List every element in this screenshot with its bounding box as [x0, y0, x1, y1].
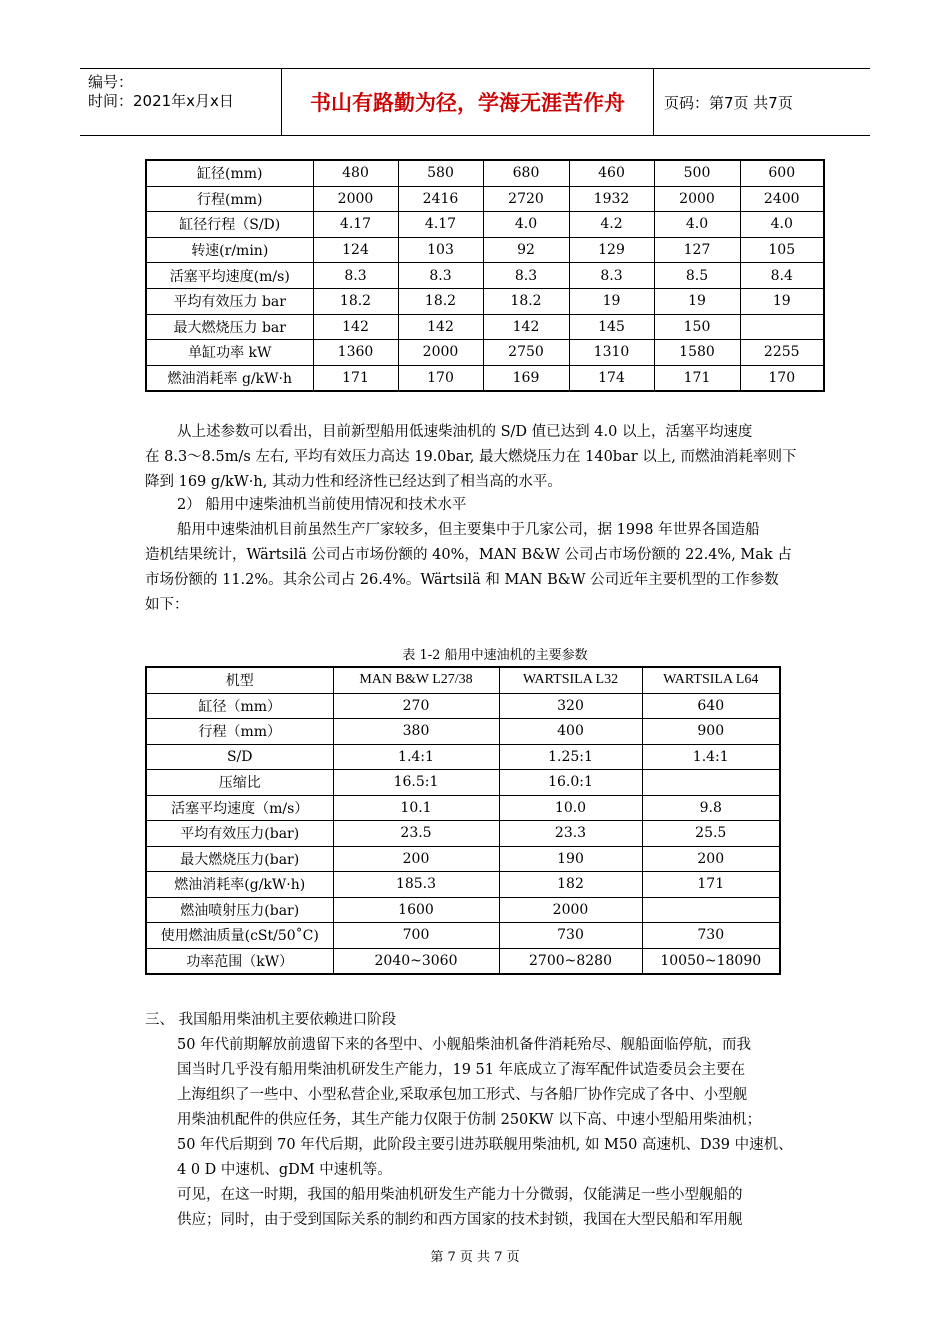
value-cell: 730 — [499, 923, 642, 949]
section-3-title: 三、 我国船用柴油机主要依赖进口阶段 — [145, 1012, 397, 1028]
table-row — [146, 237, 824, 263]
value-cell — [642, 770, 780, 796]
value-cell: 18.2 — [398, 288, 483, 314]
value-cell: 8.3 — [313, 263, 398, 289]
value-cell: 2000 — [313, 186, 398, 212]
table-row — [146, 212, 824, 238]
value-cell: 900 — [642, 719, 780, 745]
table-row — [146, 693, 780, 719]
value-cell: 8.4 — [740, 263, 824, 289]
table-row — [146, 288, 824, 314]
value-cell: 200 — [333, 846, 499, 872]
row-label-cell: 燃油喷射压力(bar) — [146, 897, 333, 923]
text-line: 船用中速柴油机目前虽然生产厂家较多，但主要集中于几家公司，据 1998 年世界各国造船 — [177, 522, 760, 538]
row-label-cell: 燃油消耗率 g/kW·h — [146, 365, 313, 391]
text-line: 在 8.3～8.5m/s 左右, 平均有效压力高达 19.0bar, 最大燃烧压力在 140bar 以上, 而燃油消耗率则下 — [145, 449, 797, 465]
section-heading-import — [145, 1008, 396, 1033]
text-line: 国当时几乎没有船用柴油机研发生产能力，19 51 年底成立了海军配件试造委员会主要在 — [177, 1062, 746, 1078]
table-row — [146, 263, 824, 289]
value-cell: 1360 — [313, 340, 398, 366]
table-row — [146, 314, 824, 340]
value-cell: 18.2 — [483, 288, 569, 314]
table-row — [146, 719, 780, 745]
value-cell: 2000 — [654, 186, 740, 212]
row-label-cell: 压缩比 — [146, 770, 333, 796]
value-cell: 124 — [313, 237, 398, 263]
value-cell: 460 — [569, 160, 654, 186]
value-cell: 9.8 — [642, 795, 780, 821]
value-cell: 190 — [499, 846, 642, 872]
value-cell: 150 — [654, 314, 740, 340]
value-cell: 2400 — [740, 186, 824, 212]
value-cell: 142 — [313, 314, 398, 340]
value-cell — [740, 314, 824, 340]
row-label-cell: 行程（mm） — [146, 719, 333, 745]
doc-number-label: 编号： — [88, 73, 134, 91]
value-cell: 1.4:1 — [333, 744, 499, 770]
value-cell: 19 — [740, 288, 824, 314]
value-cell: 16.5:1 — [333, 770, 499, 796]
row-label-cell: 单缸功率 kW — [146, 340, 313, 366]
table-row — [146, 795, 780, 821]
value-cell: 1.25:1 — [499, 744, 642, 770]
value-cell: 320 — [499, 693, 642, 719]
value-cell: 2750 — [483, 340, 569, 366]
value-cell: 23.5 — [333, 821, 499, 847]
value-cell: 2700~8280 — [499, 948, 642, 974]
value-cell: 174 — [569, 365, 654, 391]
value-cell: 2720 — [483, 186, 569, 212]
row-label-cell: S/D — [146, 744, 333, 770]
table-row — [146, 846, 780, 872]
value-cell: 1310 — [569, 340, 654, 366]
doc-time-label: 时间：2021年x月x日 — [88, 92, 234, 110]
value-cell: 640 — [642, 693, 780, 719]
value-cell: 185.3 — [333, 872, 499, 898]
text-line: 用柴油机配件的供应任务，其生产能力仅限于仿制 250KW 以下高、中速小型船用柴油机； — [177, 1112, 762, 1128]
value-cell: 10050~18090 — [642, 948, 780, 974]
value-cell: 1.4:1 — [642, 744, 780, 770]
row-label-cell: 缸径行程（S/D) — [146, 212, 313, 238]
column-header-cell: 机型 — [146, 667, 333, 693]
table-row — [146, 872, 780, 898]
value-cell: 182 — [499, 872, 642, 898]
table-row — [146, 365, 824, 391]
value-cell: 400 — [499, 719, 642, 745]
text-line: 50 年代后期到 70 年代后期，此阶段主要引进苏联舰用柴油机, 如 M50 高速机、D39 中速机、 — [177, 1137, 793, 1153]
row-label-cell: 功率范围（kW） — [146, 948, 333, 974]
value-cell: 4.17 — [398, 212, 483, 238]
value-cell: 600 — [740, 160, 824, 186]
column-header-cell: WARTSILA L32 — [499, 667, 642, 693]
value-cell: 580 — [398, 160, 483, 186]
value-cell: 16.0:1 — [499, 770, 642, 796]
value-cell: 19 — [654, 288, 740, 314]
text-line: 降到 169 g/kW·h, 其动力性和经济性已经达到了相当高的水平。 — [145, 474, 562, 490]
value-cell: 142 — [483, 314, 569, 340]
table-row — [146, 923, 780, 949]
value-cell: 170 — [740, 365, 824, 391]
row-label-cell: 最大燃烧压力 bar — [146, 314, 313, 340]
value-cell — [642, 897, 780, 923]
text-line: 从上述参数可以看出，目前新型船用低速柴油机的 S/D 值已达到 4.0 以上，活塞平均速度 — [177, 424, 753, 440]
text-line: 供应；同时，由于受到国际关系的制约和西方国家的技术封锁，我国在大型民船和军用舰 — [177, 1212, 743, 1228]
paragraph-import-stage — [177, 1033, 793, 1233]
value-cell: 200 — [642, 846, 780, 872]
value-cell: 4.0 — [483, 212, 569, 238]
row-label-cell: 缸径(mm) — [146, 160, 313, 186]
value-cell: 169 — [483, 365, 569, 391]
value-cell: 171 — [313, 365, 398, 391]
value-cell: 500 — [654, 160, 740, 186]
table-row — [146, 821, 780, 847]
row-label-cell: 缸径（mm） — [146, 693, 333, 719]
value-cell: 2000 — [499, 897, 642, 923]
value-cell: 1580 — [654, 340, 740, 366]
value-cell: 170 — [398, 365, 483, 391]
row-label-cell: 最大燃烧压力(bar) — [146, 846, 333, 872]
table-row — [146, 770, 780, 796]
value-cell: 2416 — [398, 186, 483, 212]
value-cell: 25.5 — [642, 821, 780, 847]
text-line: 如下： — [145, 597, 189, 613]
header-motto: 书山有路勤为径，学海无涯苦作舟 — [282, 69, 654, 135]
table-row — [146, 160, 824, 186]
table-row — [146, 340, 824, 366]
header-meta — [80, 69, 282, 135]
value-cell: 8.5 — [654, 263, 740, 289]
page-footer: 第 7 页 共 7 页 — [430, 1250, 520, 1265]
value-cell: 680 — [483, 160, 569, 186]
medium-speed-engine-table — [145, 666, 781, 975]
table-header-row — [146, 667, 780, 693]
value-cell: 380 — [333, 719, 499, 745]
value-cell: 8.3 — [569, 263, 654, 289]
row-label-cell: 活塞平均速度(m/s) — [146, 263, 313, 289]
value-cell: 8.3 — [398, 263, 483, 289]
row-label-cell: 燃油消耗率(g/kW·h) — [146, 872, 333, 898]
value-cell: 129 — [569, 237, 654, 263]
row-label-cell: 平均有效压力(bar) — [146, 821, 333, 847]
value-cell: 2000 — [398, 340, 483, 366]
paragraph-low-speed-summary — [145, 420, 796, 495]
section-heading-medium-speed — [177, 493, 466, 518]
value-cell: 2255 — [740, 340, 824, 366]
table-row — [146, 897, 780, 923]
value-cell: 4.0 — [654, 212, 740, 238]
row-label-cell: 平均有效压力 bar — [146, 288, 313, 314]
value-cell: 92 — [483, 237, 569, 263]
value-cell: 23.3 — [499, 821, 642, 847]
value-cell: 105 — [740, 237, 824, 263]
value-cell: 1600 — [333, 897, 499, 923]
text-line: 4 0 D 中速机、gDM 中速机等。 — [177, 1162, 392, 1178]
column-header-cell: WARTSILA L64 — [642, 667, 780, 693]
value-cell: 700 — [333, 923, 499, 949]
row-label-cell: 活塞平均速度（m/s） — [146, 795, 333, 821]
section-2-title: 2） 船用中速柴油机当前使用情况和技术水平 — [177, 497, 467, 513]
value-cell: 127 — [654, 237, 740, 263]
value-cell: 10.0 — [499, 795, 642, 821]
table-row — [146, 744, 780, 770]
header-page-info: 页码：第7页 共7页 — [664, 93, 793, 112]
table-row — [146, 948, 780, 974]
row-label-cell: 使用燃油质量(cSt/50˚C) — [146, 923, 333, 949]
row-label-cell: 行程(mm) — [146, 186, 313, 212]
text-line: 造机结果统计，Wärtsilä 公司占市场份额的 40%，MAN B&W 公司占市场份额的 22.4%, Mak 占 — [145, 547, 792, 563]
value-cell: 19 — [569, 288, 654, 314]
value-cell: 4.0 — [740, 212, 824, 238]
value-cell: 4.2 — [569, 212, 654, 238]
value-cell: 4.17 — [313, 212, 398, 238]
value-cell: 480 — [313, 160, 398, 186]
value-cell: 18.2 — [313, 288, 398, 314]
row-label-cell: 转速(r/min) — [146, 237, 313, 263]
value-cell: 171 — [654, 365, 740, 391]
text-line: 50 年代前期解放前遗留下来的各型中、小舰船柴油机备件消耗殆尽、舰船面临停航，而我 — [177, 1037, 752, 1053]
value-cell: 145 — [569, 314, 654, 340]
table-row — [146, 186, 824, 212]
low-speed-engine-table — [145, 159, 825, 392]
value-cell: 270 — [333, 693, 499, 719]
value-cell: 8.3 — [483, 263, 569, 289]
page-header — [80, 68, 870, 136]
paragraph-medium-speed — [145, 518, 792, 618]
table2-caption: 表 1-2 船用中速油机的主要参数 — [402, 648, 588, 663]
value-cell: 142 — [398, 314, 483, 340]
value-cell: 171 — [642, 872, 780, 898]
value-cell: 103 — [398, 237, 483, 263]
text-line: 上海组织了一些中、小型私营企业,采取承包加工形式、与各船厂协作完成了各中、小型舰 — [177, 1087, 748, 1103]
column-header-cell: MAN B&W L27/38 — [333, 667, 499, 693]
value-cell: 730 — [642, 923, 780, 949]
text-line: 市场份额的 11.2%。其余公司占 26.4%。Wärtsilä 和 MAN B&W 公司近年主要机型的工作参数 — [145, 572, 779, 588]
value-cell: 2040~3060 — [333, 948, 499, 974]
value-cell: 1932 — [569, 186, 654, 212]
value-cell: 10.1 — [333, 795, 499, 821]
text-line: 可见，在这一时期，我国的船用柴油机研发生产能力十分微弱，仅能满足一些小型舰船的 — [177, 1187, 743, 1203]
